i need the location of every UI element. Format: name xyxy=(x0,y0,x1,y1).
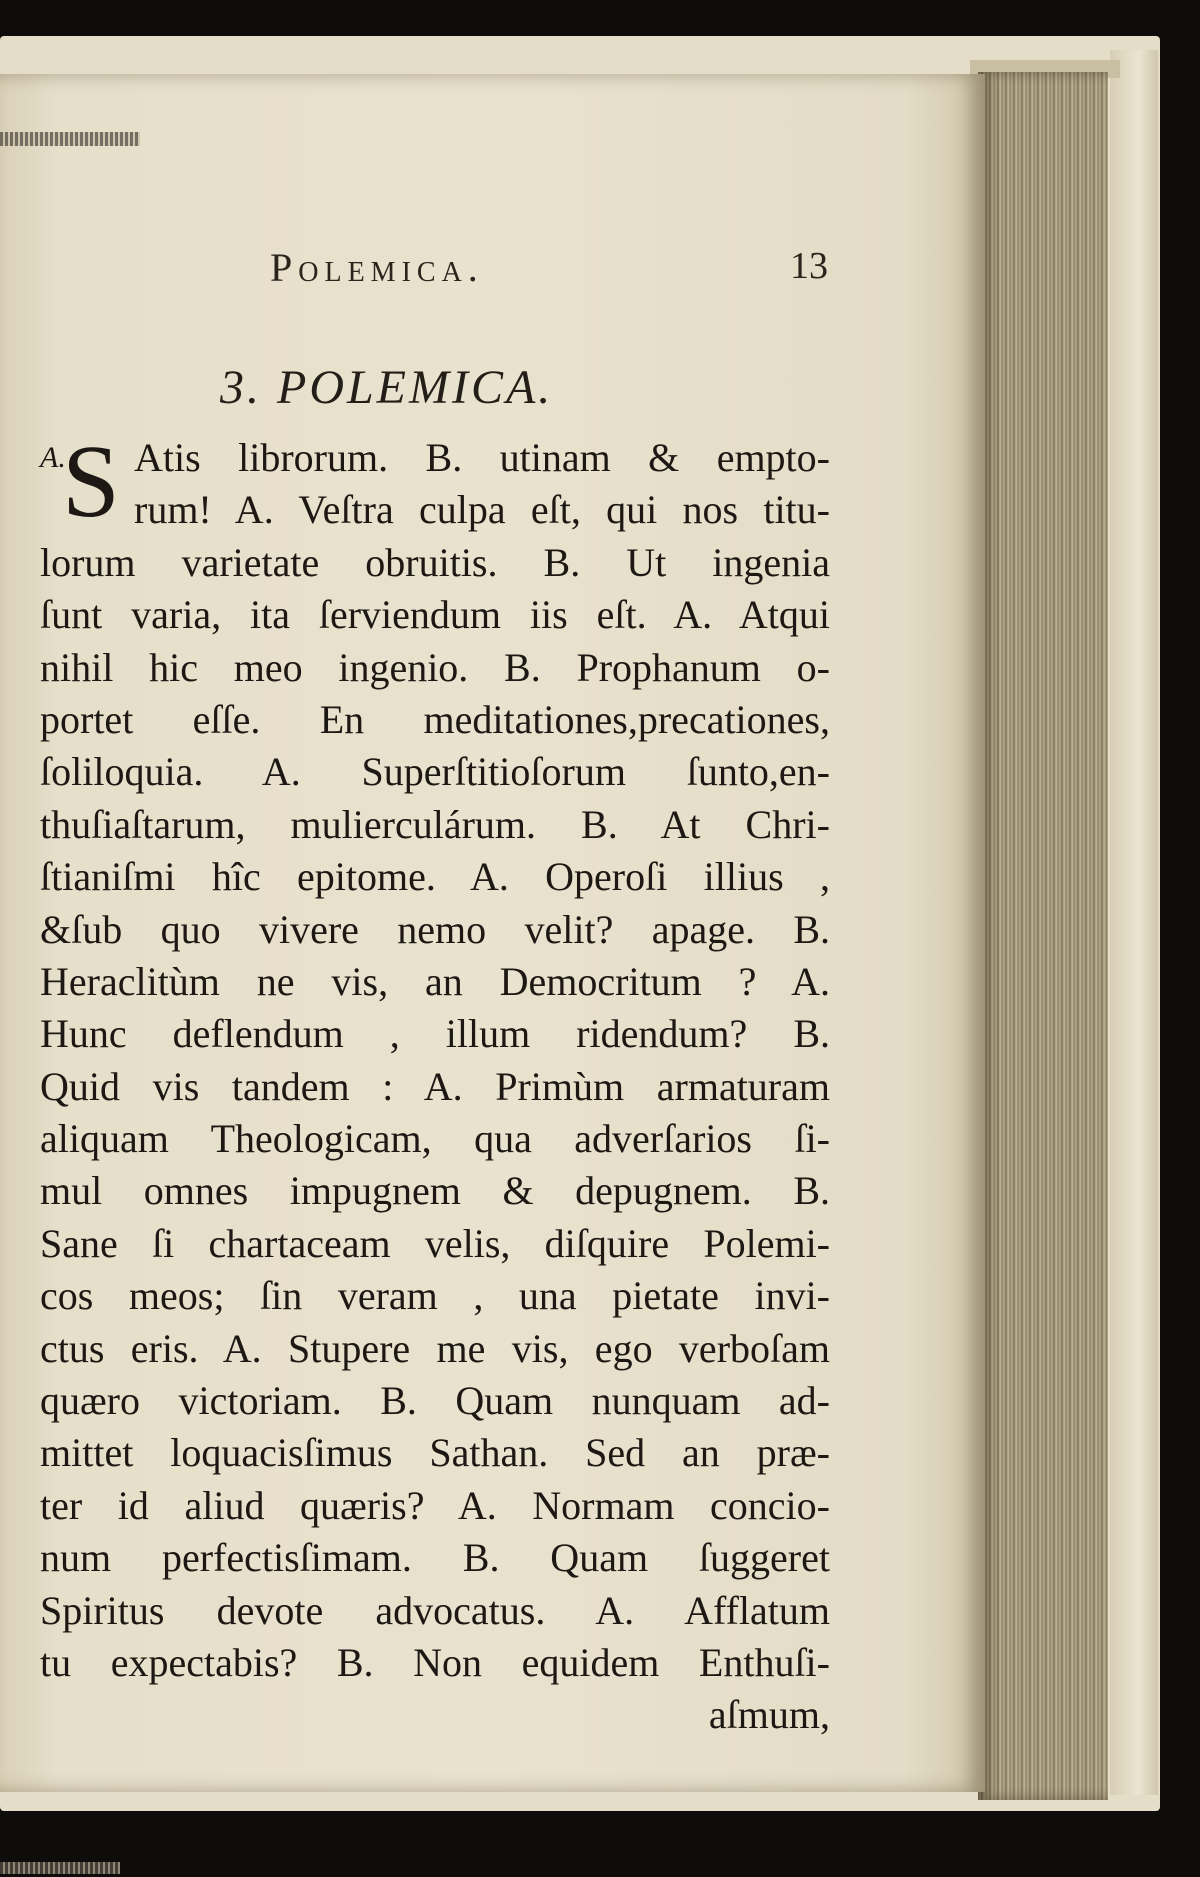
spine-rule-bottom xyxy=(0,1862,120,1874)
text-line: Heraclitùm ne vis, an Democritum ? A. xyxy=(40,958,830,1004)
text-line: ſunt varia, ita ſerviendum iis eſt. A. Atqui xyxy=(40,592,830,638)
text-line: cos meos; ſin veram , una pietate invi- xyxy=(40,1273,830,1319)
body-text xyxy=(40,424,830,1742)
text-line: lorum varietate obruitis. B. Ut ingenia xyxy=(40,539,830,585)
text-line: ſoliloquia. A. Superſtitioſorum ſunto,en- xyxy=(40,749,830,795)
text-line: Sane ſi chartaceam velis, diſquire Polemi- xyxy=(40,1220,830,1266)
text-line: &ſub quo vivere nemo velit? apage. B. xyxy=(40,906,830,952)
running-head: Polemica. xyxy=(270,245,484,290)
text-line: ſtianiſmi hîc epitome. A. Operoſi illius , xyxy=(40,854,830,900)
text-line: tu expectabis? B. Non equidem Enthuſi- xyxy=(40,1639,830,1685)
text-line: ter id aliud quæris? A. Normam concio- xyxy=(40,1482,830,1528)
text-line: portet eſſe. En meditationes,precationes, xyxy=(40,696,830,742)
catchword: aſmum, xyxy=(708,1692,830,1738)
page-fore-edge xyxy=(978,72,1108,1800)
cover-edge xyxy=(1110,50,1158,1795)
text-line: aliquam Theologicam, qua adverſarios ſi- xyxy=(40,1116,830,1162)
page-number: 13 xyxy=(790,245,828,287)
text-line: quæro victoriam. B. Quam nunquam ad- xyxy=(40,1378,830,1424)
text-line: ctus eris. A. Stupere me vis, ego verboſam xyxy=(40,1325,830,1371)
spine-rule-top xyxy=(0,132,140,146)
text-line: mul omnes impugnem & depugnem. B. xyxy=(40,1168,830,1214)
text-line: nihil hic meo ingenio. B. Prophanum o- xyxy=(40,644,830,690)
text-line: Hunc deflendum , illum ridendum? B. xyxy=(40,1011,830,1057)
text-line: Quid vis tandem : A. Primùm armaturam xyxy=(40,1063,830,1109)
text-line: rum! A. Veſtra culpa eſt, qui nos titu- xyxy=(134,487,830,533)
drop-capital: S xyxy=(62,424,120,539)
text-line: Spiritus devote advocatus. A. Afflatum xyxy=(40,1587,830,1633)
printed-page xyxy=(0,74,985,1792)
text-line: num perfectisſimam. B. Quam ſuggeret xyxy=(40,1535,830,1581)
text-line: Atis librorum. B. utinam & empto- xyxy=(134,435,830,480)
speaker-label: A. xyxy=(40,441,66,474)
text-line: mittet loquacisſimus Sathan. Sed an præ- xyxy=(40,1430,830,1476)
chapter-title: 3. POLEMICA. xyxy=(220,361,554,414)
text-line: thuſiaſtarum, mulierculárum. B. At Chri- xyxy=(40,801,830,847)
